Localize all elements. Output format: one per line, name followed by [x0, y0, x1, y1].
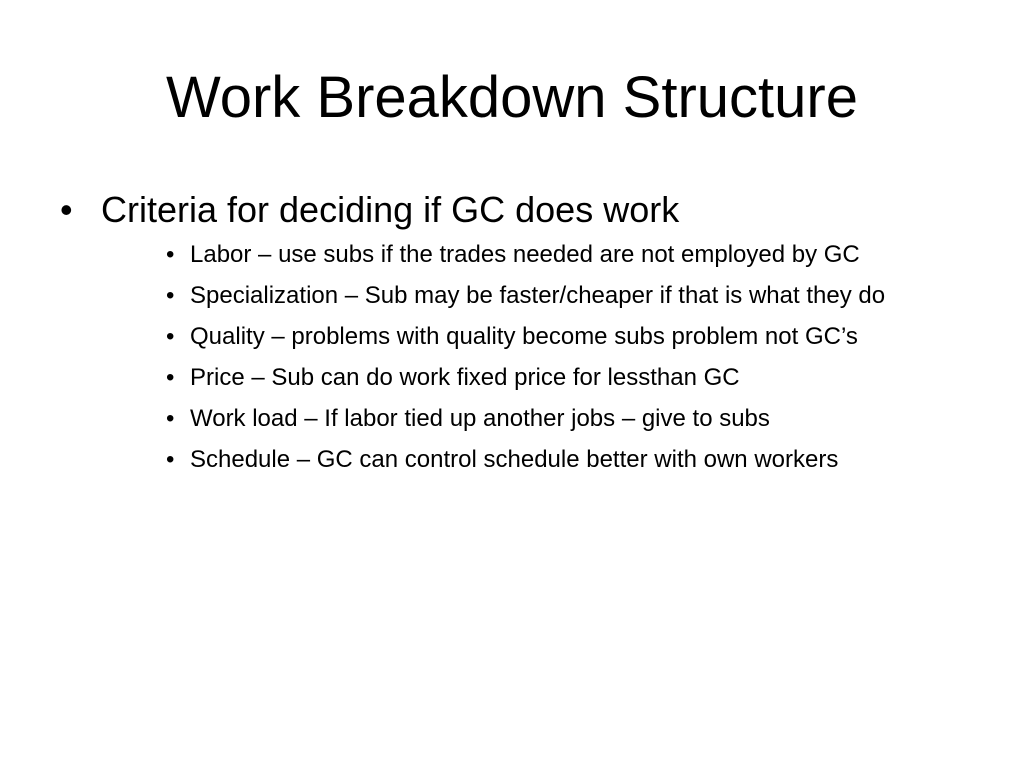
bullet-icon: •: [166, 364, 175, 391]
list-item-main: [60, 186, 980, 477]
main-point-text: Criteria for deciding if GC does work: [101, 189, 680, 230]
list-item-schedule: [166, 443, 966, 477]
list-item-price: [166, 361, 966, 395]
bullet-icon: •: [166, 323, 175, 350]
sub-point-text: Quality – problems with quality become subs problem not GC’s: [190, 323, 858, 350]
bullet-icon: •: [166, 405, 175, 432]
sub-point-text: Schedule – GC can control schedule better with own workers: [190, 446, 839, 473]
bullet-list: [60, 186, 980, 484]
bullet-icon: •: [166, 282, 175, 309]
list-item-quality: [166, 320, 966, 354]
bullet-icon: •: [166, 241, 175, 268]
sub-point-text: Specialization – Sub may be faster/cheaper if that is what they do: [190, 282, 886, 309]
sub-point-text: Work load – If labor tied up another jobs – give to subs: [190, 405, 770, 432]
sub-bullet-list: [166, 238, 966, 477]
list-item-labor: [166, 238, 966, 272]
slide-title: Work Breakdown Structure: [166, 65, 858, 130]
bullet-icon: •: [166, 446, 175, 473]
bullet-icon: •: [60, 189, 73, 230]
sub-point-text: Labor – use subs if the trades needed are not employed by GC: [190, 241, 860, 268]
list-item-specialization: [166, 279, 966, 313]
sub-point-text: Price – Sub can do work fixed price for lessthan GC: [190, 364, 740, 391]
list-item-work-load: [166, 402, 966, 436]
